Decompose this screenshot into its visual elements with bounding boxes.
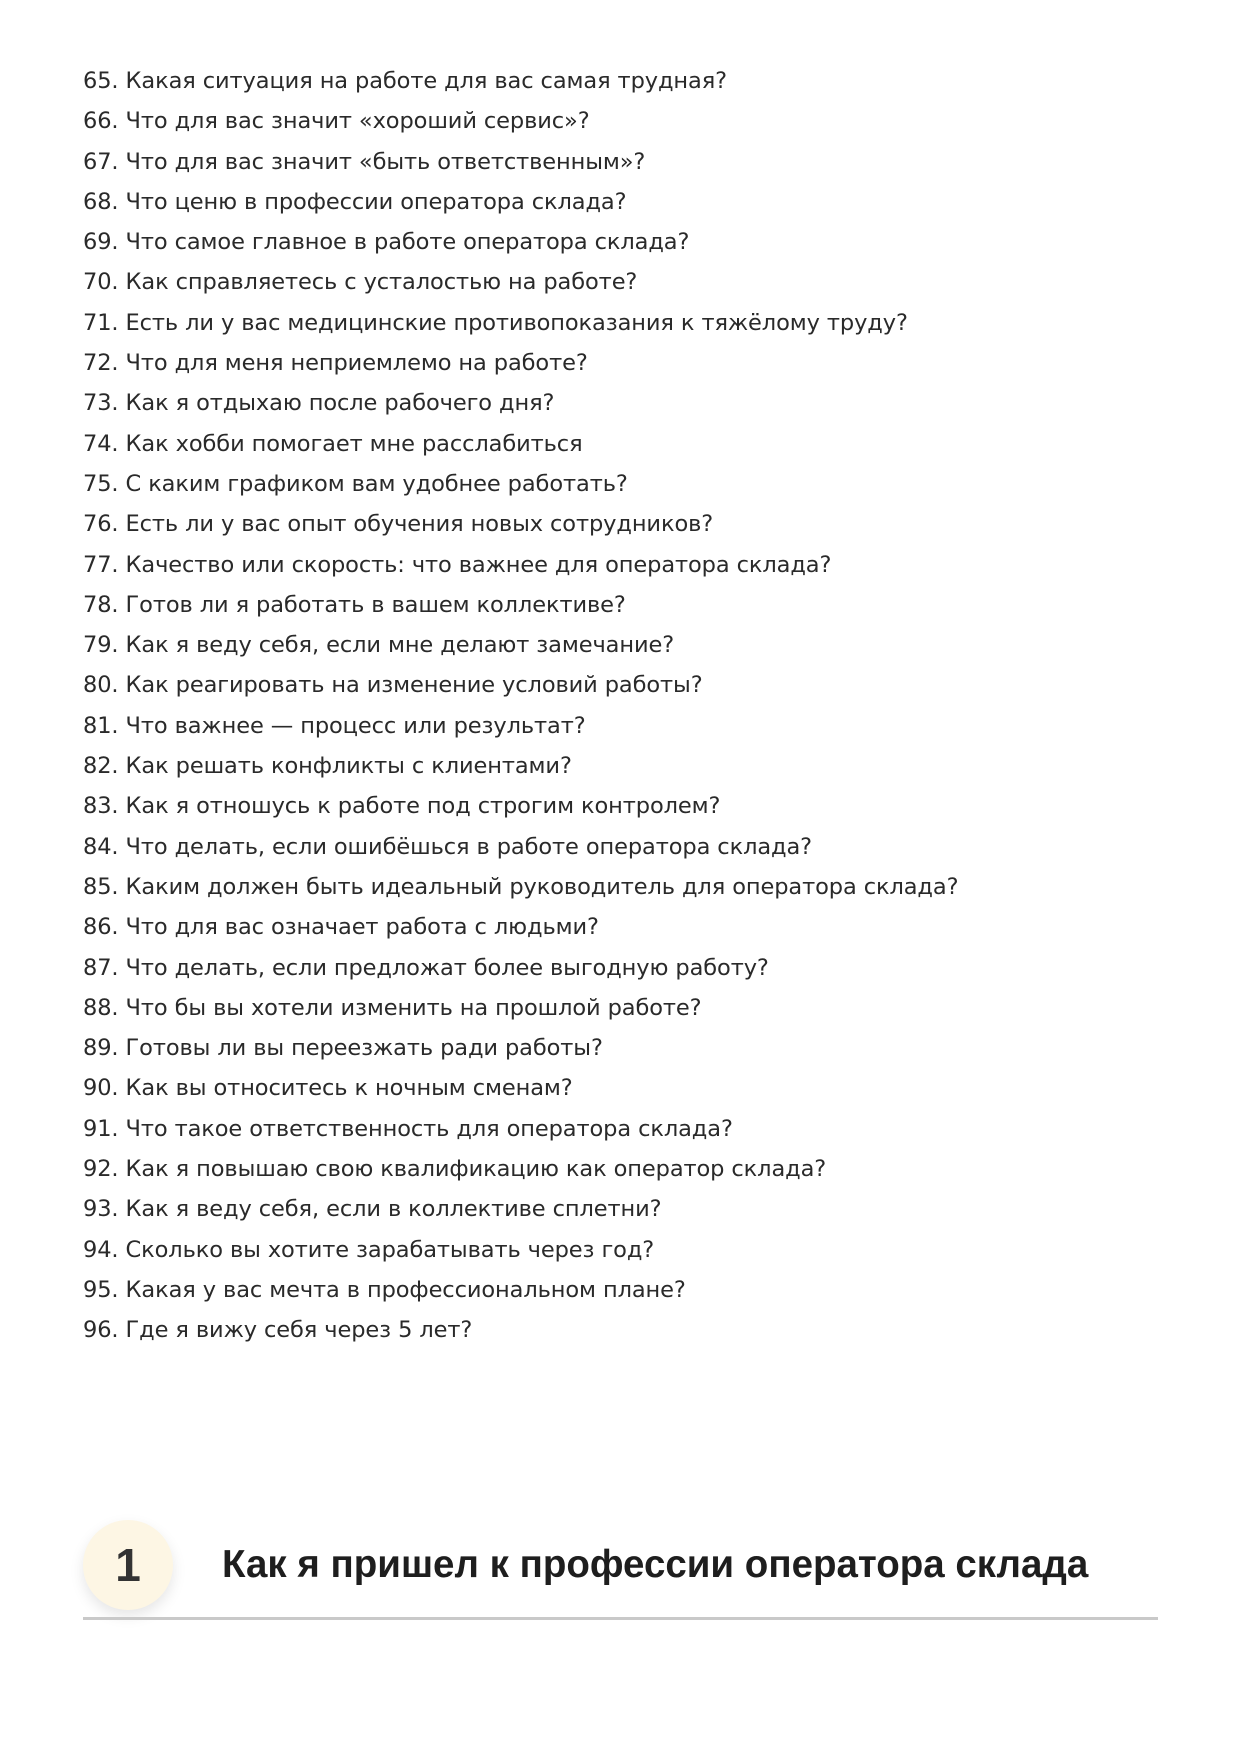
question-item: 73. Как я отдыхаю после рабочего дня? [83, 390, 555, 417]
question-item: 70. Как справляетесь с усталостью на работе? [83, 269, 638, 296]
question-item: 82. Как решать конфликты с клиентами? [83, 753, 572, 780]
section-divider [83, 1617, 1158, 1620]
question-item: 67. Что для вас значит «быть ответственным»? [83, 148, 646, 175]
question-item: 74. Как хобби помогает мне расслабиться [83, 430, 583, 457]
question-item: 66. Что для вас значит «хороший сервис»? [83, 108, 590, 135]
question-item: 72. Что для меня неприемлемо на работе? [83, 350, 588, 377]
section-header [83, 1520, 1158, 1610]
question-item: 80. Как реагировать на изменение условий работы? [83, 672, 703, 699]
question-item: 93. Как я веду себя, если в коллективе сплетни? [83, 1196, 662, 1223]
question-item: 69. Что самое главное в работе оператора склада? [83, 229, 690, 256]
question-item: 96. Где я вижу себя через 5 лет? [83, 1317, 473, 1344]
section-title: Как я пришел к профессии оператора склада [222, 1543, 1089, 1586]
question-item: 71. Есть ли у вас медицинские противопоказания к тяжёлому труду? [83, 309, 908, 336]
question-item: 92. Как я повышаю свою квалификацию как оператор склада? [83, 1156, 827, 1183]
question-item: 85. Каким должен быть идеальный руководитель для оператора склада? [83, 873, 959, 900]
question-item: 76. Есть ли у вас опыт обучения новых сотрудников? [83, 511, 714, 538]
question-item: 87. Что делать, если предложат более выгодную работу? [83, 954, 769, 981]
question-item: 89. Готовы ли вы переезжать ради работы? [83, 1035, 603, 1062]
question-item: 79. Как я веду себя, если мне делают замечание? [83, 632, 675, 659]
question-item: 86. Что для вас означает работа с людьми? [83, 914, 599, 941]
question-item: 91. Что такое ответственность для оператора склада? [83, 1115, 733, 1142]
question-list [83, 61, 958, 1351]
question-item: 95. Какая у вас мечта в профессиональном плане? [83, 1276, 686, 1303]
question-item: 83. Как я отношусь к работе под строгим контролем? [83, 793, 721, 820]
question-item: 81. Что важнее — процесс или результат? [83, 712, 586, 739]
question-item: 65. Какая ситуация на работе для вас самая трудная? [83, 68, 727, 94]
question-item: 90. Как вы относитесь к ночным сменам? [83, 1075, 573, 1102]
question-item: 75. С каким графиком вам удобнее работать? [83, 470, 628, 497]
question-item: 88. Что бы вы хотели изменить на прошлой работе? [83, 994, 702, 1021]
question-item: 78. Готов ли я работать в вашем коллективе? [83, 591, 626, 618]
question-item: 68. Что ценю в профессии оператора склада? [83, 188, 627, 215]
question-item: 77. Качество или скорость: что важнее для оператора склада? [83, 551, 832, 578]
question-item: 84. Что делать, если ошибёшься в работе оператора склада? [83, 833, 813, 860]
section-number-badge: 1 [83, 1520, 173, 1610]
question-item: 94. Сколько вы хотите зарабатывать через год? [83, 1236, 655, 1263]
